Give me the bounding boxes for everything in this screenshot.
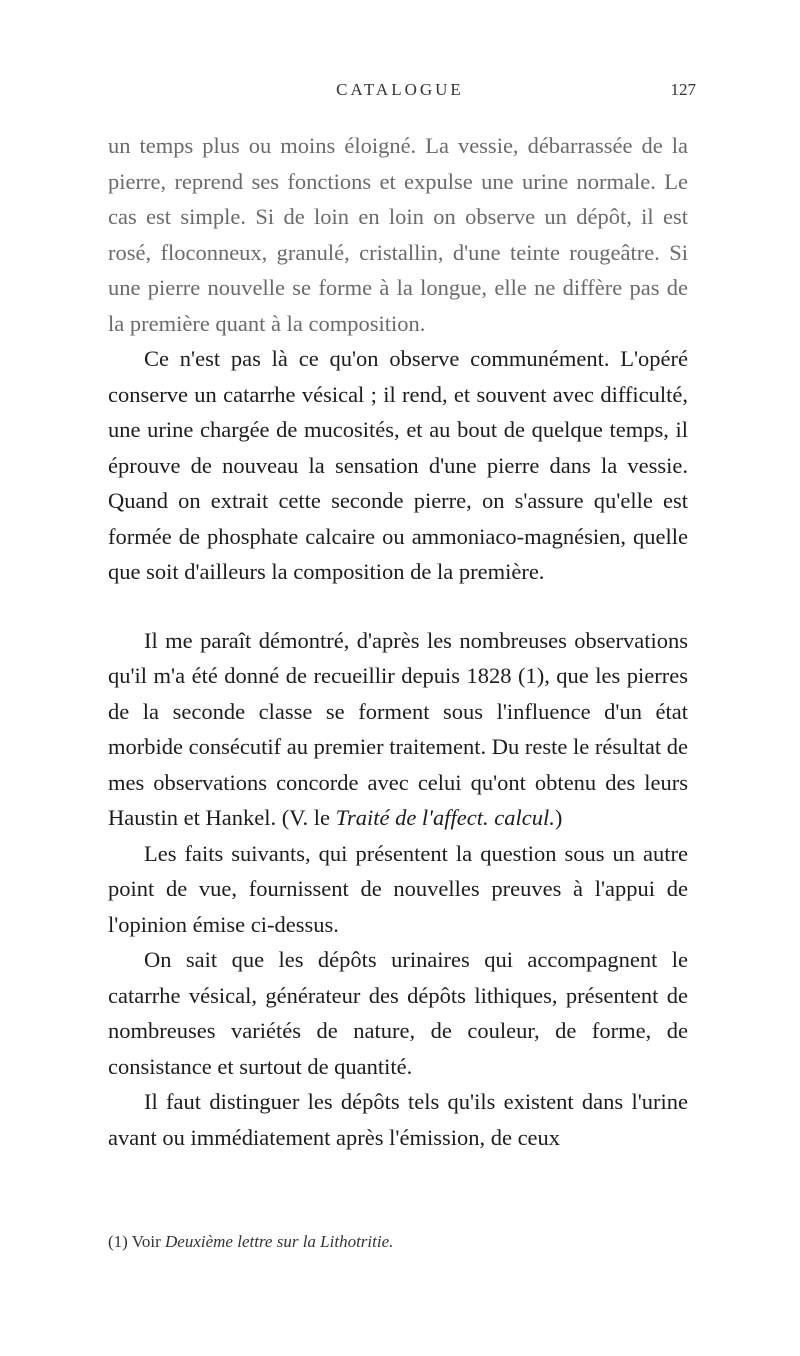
paragraph-6: Il faut distinguer les dépôts tels qu'ils existent dans l'urine avant ou immédiatement après l'émission, de ceux <box>108 1089 688 1150</box>
footnote <box>108 1232 688 1252</box>
running-title: CATALOGUE <box>336 80 464 99</box>
body-text <box>108 128 688 1155</box>
paragraph-2: Ce n'est pas là ce qu'on observe communément. L'opéré conserve un catarrhe vésical ; il rend, et souvent avec difficulté, une urine chargée de mucosités, et au bout de quelque temps, il éprouve de nouveau la sensation d'une pierre dans la vessie. Quand on extrait cette seconde pierre, on s'assure qu'elle est formée de phosphate calcaire ou ammoniaco-magnésien, quelle que soit d'ailleurs la composition de la première. <box>108 346 688 584</box>
paragraph-3-ref-title: Traité de l'affect. calcul. <box>335 805 555 830</box>
paragraph-3-text: Il me paraît démontré, d'après les nombreuses observations qu'il m'a été donné de recueillir depuis 1828 (1), que les pierres de la seconde classe se forment sous l'influence d'un état morbide consécutif au premier traitement. Du reste le résultat de mes observations concorde avec celui qu'ont obtenu des leurs Haustin et Hankel. (V. le <box>108 627 688 830</box>
paragraph-3 <box>108 623 688 836</box>
paragraph-3-close: ) <box>554 805 563 830</box>
footnote-title: Deuxième lettre sur la Lithotritie. <box>165 1232 394 1251</box>
footnote-marker: (1) <box>108 1232 128 1251</box>
paragraph-4: Les faits suivants, qui présentent la question sous un autre point de vue, fournissent de nouvelles preuves à l'appui de l'opinion émise ci-dessus. <box>108 840 688 937</box>
footnote-prefix: Voir <box>131 1232 161 1251</box>
page-number: 127 <box>670 80 696 99</box>
running-head <box>110 80 696 110</box>
paragraph-1: un temps plus ou moins éloigné. La vessie, débarrassée de la pierre, reprend ses fonctions et expulse une urine normale. Le cas est simple. Si de loin en loin on observe un dépôt, il est rosé, floconneux, granulé, cristallin, d'une teinte rougeâtre. Si une pierre nouvelle se forme à la longue, elle ne diffère pas de la première quant à la composition. <box>108 133 688 336</box>
paragraph-5: On sait que les dépôts urinaires qui accompagnent le catarrhe vésical, générateur des dépôts lithiques, présentent de nombreuses variétés de nature, de couleur, de forme, de consistance et surtout de quantité. <box>108 947 688 1079</box>
